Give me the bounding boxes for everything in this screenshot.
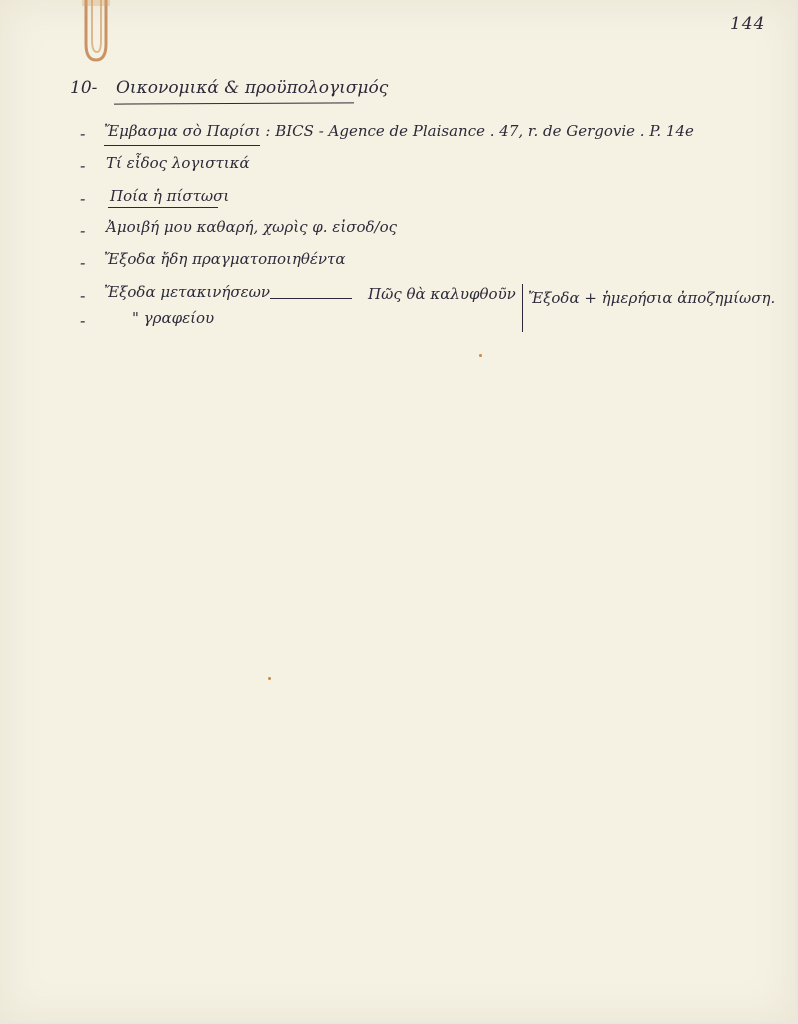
item-underline — [108, 207, 218, 208]
list-dash: - — [80, 221, 86, 240]
list-item: Τί εἶδος λογιστικά — [106, 154, 250, 172]
page-number: 144 — [730, 14, 766, 34]
list-item: Ἔξοδα ἤδη πραγματοποιηθέντα — [104, 250, 346, 268]
paper-speck — [479, 354, 482, 357]
note-question: Πῶς θὰ καλυφθοῦν — [368, 285, 516, 303]
list-dash: - — [80, 253, 86, 272]
paperclip-rust-stain-icon — [78, 0, 112, 66]
list-dash: - — [80, 156, 86, 175]
paper-speck — [268, 677, 271, 680]
list-dash: - — [80, 124, 86, 143]
list-item: " γραφείου — [132, 309, 215, 327]
list-item: Ἔξοδα μετακινήσεων — [104, 283, 271, 301]
note-bracket — [522, 284, 523, 332]
note-answer: Ἔξοδα + ἡμερήσια ἀποζημίωση. — [528, 289, 776, 307]
section-number: 10- — [70, 78, 98, 98]
section-title: Οικονομικά & προϋπολογισμός — [116, 78, 389, 98]
list-item: Ἀμοιβή μου καθαρή, χωρὶς φ. εἰσοδ/ος — [106, 218, 397, 236]
list-dash: - — [80, 286, 86, 305]
section-title-underline — [114, 102, 354, 104]
list-dash: - — [80, 311, 86, 330]
list-item: Ποία ἡ πίστωσι — [110, 187, 230, 205]
list-item: Ἔμβασμα σὸ Παρίσι : BICS - Agence de Plaisance . 47, r. de Gergovie . P. 14e — [104, 122, 694, 140]
item-underline — [104, 145, 260, 146]
list-dash: - — [80, 189, 86, 208]
connector-rule — [270, 298, 352, 299]
